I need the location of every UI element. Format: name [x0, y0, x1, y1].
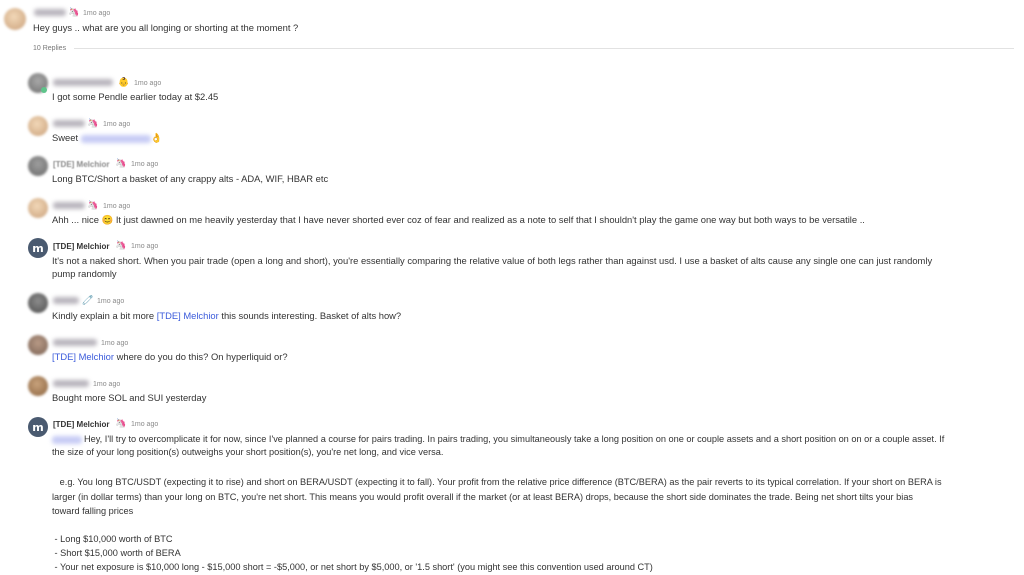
- author-name[interactable]: [TDE] Melchior: [53, 242, 110, 251]
- avatar[interactable]: [28, 376, 48, 396]
- user-mention[interactable]: [52, 436, 82, 444]
- timestamp: 1mo ago: [131, 421, 159, 428]
- message-line: - Short $15,000 worth of BERA: [52, 548, 181, 558]
- timestamp: 1mo ago: [134, 80, 162, 87]
- timestamp: 1mo ago: [101, 340, 129, 347]
- message-text: Long BTC/Short a basket of any crappy alts - ADA, WIF, HBAR etc: [52, 173, 329, 184]
- avatar[interactable]: [28, 116, 48, 136]
- message-line: - Your net exposure is $10,000 long - $15,000 short = -$5,000, or net short by $5,000, or '1.5 short' (you might see this convention used around CT): [52, 562, 653, 572]
- message-text: It's not a naked short. When you pair trade (open a long and short), you're essentially comparing the relative value of both legs rather than against usd. I use a basket of alts cause any single one can just randomly: [52, 255, 933, 266]
- user-mention[interactable]: [81, 135, 151, 143]
- timestamp: 1mo ago: [97, 298, 125, 305]
- author-name[interactable]: [TDE] Melchior: [53, 160, 110, 169]
- smile-emoji: 😊: [101, 214, 114, 225]
- avatar[interactable]: [28, 238, 48, 258]
- author-name[interactable]: [53, 79, 113, 86]
- ok-hand-emoji: 👌: [150, 132, 163, 143]
- message-line: e.g. You long BTC/USDT (expecting it to rise) and short on BERA/USDT (expecting it to fall). Your profit from the relative price difference (BTC/BERA) as the pair reverts to its typical correlation. If your short on BERA is: [52, 477, 942, 487]
- pin-badge-icon: 🧷: [82, 295, 94, 305]
- message-text: Bought more SOL and SUI yesterday: [52, 392, 207, 403]
- divider: [74, 48, 1014, 49]
- unicorn-badge-icon: 🦄: [115, 158, 127, 168]
- timestamp: 1mo ago: [103, 121, 131, 128]
- message-text: [52, 214, 865, 226]
- avatar[interactable]: [28, 156, 48, 176]
- message-text: Hey guys .. what are you all longing or shorting at the moment ?: [33, 22, 299, 33]
- message-text: pump randomly: [52, 268, 117, 279]
- author-name[interactable]: [TDE] Melchior: [53, 420, 110, 429]
- unicorn-badge-icon: 🦄: [68, 7, 80, 17]
- timestamp: 1mo ago: [93, 381, 121, 388]
- author-name[interactable]: [53, 380, 89, 387]
- message-text: [52, 310, 401, 322]
- m-logo-icon: m: [32, 420, 44, 434]
- message-line: Hey, I'll try to overcomplicate it for now, since I've planned a course for pairs trading. In pairs trading, you simultaneously take a long position on one or couple assets and a short position on on or a couple asset. If: [84, 434, 945, 444]
- avatar[interactable]: [28, 335, 48, 355]
- user-mention[interactable]: [TDE] Melchior: [156, 310, 219, 321]
- replies-count[interactable]: 10 Replies: [33, 45, 67, 52]
- avatar[interactable]: [28, 198, 48, 218]
- avatar[interactable]: [28, 293, 48, 313]
- message-text: I got some Pendle earlier today at $2.45: [52, 91, 219, 102]
- message-line: the size of your long position(s) outweighs your short position(s), you're net long, and vice versa.: [52, 447, 444, 457]
- user-mention[interactable]: [TDE] Melchior: [52, 351, 114, 362]
- timestamp: 1mo ago: [83, 10, 111, 17]
- avatar[interactable]: [28, 417, 48, 437]
- author-name[interactable]: [53, 202, 85, 209]
- timestamp: 1mo ago: [131, 161, 159, 168]
- baby-badge-icon: 👶: [118, 77, 130, 87]
- timestamp: 1mo ago: [103, 203, 131, 210]
- message-text: [52, 132, 162, 144]
- message-line: toward falling prices: [52, 506, 134, 516]
- author-name[interactable]: [34, 9, 66, 16]
- timestamp: 1mo ago: [131, 243, 159, 250]
- text-segment: Sweet: [52, 132, 79, 143]
- text-segment: It just dawned on me heavily yesterday that I have never shorted ever coz of fear and realized as a note to self that I shouldn't play the game one way but both ways to be versatile ..: [115, 214, 865, 225]
- text-segment: this sounds interesting. Basket of alts how?: [221, 310, 402, 321]
- author-name[interactable]: [53, 120, 85, 127]
- avatar[interactable]: [4, 8, 26, 30]
- author-name[interactable]: [53, 339, 97, 346]
- message-line: larger (in dollar terms) than your long on BTC, you're net short. This means you would profit overall if the market (or at least BERA) drops, because the short side dominates the trade. Being net short tilts your bias: [52, 492, 914, 502]
- author-name[interactable]: [53, 297, 79, 304]
- text-segment: Kindly explain a bit more: [52, 310, 155, 321]
- m-logo-icon: m: [32, 241, 44, 255]
- text-segment: Ahh ... nice: [52, 214, 99, 225]
- text-segment: where do you do this? On hyperliquid or?: [116, 351, 288, 362]
- unicorn-badge-icon: 🦄: [87, 118, 99, 128]
- online-status-icon: [41, 87, 47, 93]
- unicorn-badge-icon: 🦄: [115, 240, 127, 250]
- unicorn-badge-icon: 🦄: [115, 418, 127, 428]
- message-text: [52, 351, 288, 363]
- unicorn-badge-icon: 🦄: [87, 200, 99, 210]
- message-line: - Long $10,000 worth of BTC: [52, 534, 173, 544]
